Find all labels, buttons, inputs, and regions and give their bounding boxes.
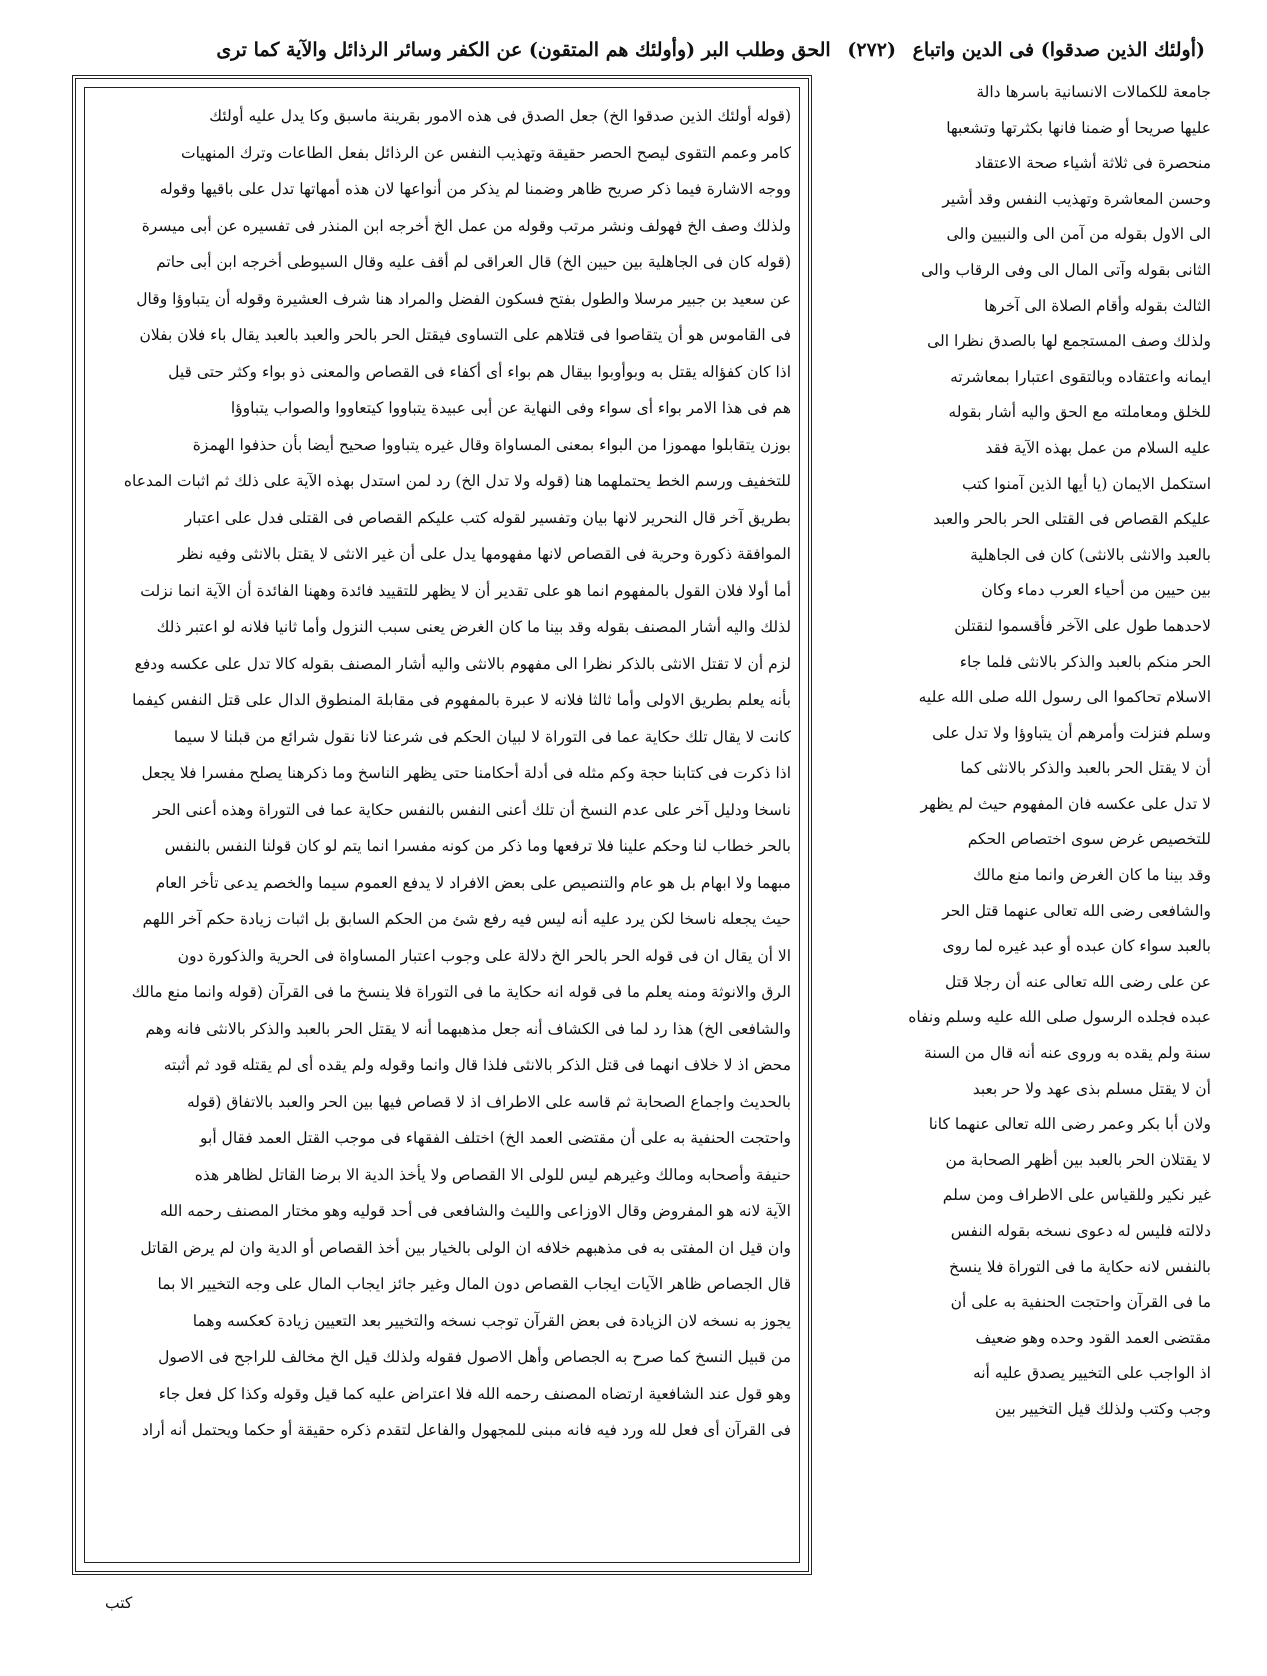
- commentary-line: [93, 1485, 791, 1522]
- commentary-line: الرق والانوثة ومنه يعلم ما فى قوله انه حكاية ما فى التوراة فلا ينسخ ما فى القرآن (قوله وانما منع مالك: [131, 983, 791, 1001]
- commentary-line: [93, 1449, 791, 1486]
- commentary-line: لذلك واليه أشار المصنف بقوله وقد بينا ما كان الغرض يعنى سبب النزول وأما ثانيا فلانه لو اعتبر ذلك: [156, 618, 791, 636]
- commentary-line: فى القاموس هو أن يتقاصوا فى قتلاهم على التساوى فيقتل الحر بالحر والعبد بالعبد يقال باء فلان بفلان: [139, 326, 791, 344]
- main-text-line: بالعبد والانثى بالانثى) كان فى الجاهلية: [970, 545, 1211, 564]
- main-text-line: وجب وكتب ولذلك قيل التخيير بين: [994, 1399, 1211, 1418]
- catchword: كتب: [105, 1594, 133, 1612]
- main-text-line: ما فى القرآن واحتجت الحنفية به على أن: [950, 1293, 1211, 1312]
- commentary-line: هم فى هذا الامر بواء أى سواء وفى النهاية عن أبى عبيدة يتباووا كيتعاووا والصواب يتباوؤا: [230, 399, 791, 417]
- commentary-text: [93, 98, 791, 1558]
- commentary-line: اذا ذكرت فى كتابنا حجة وكم مثله فى أدلة أحكامنا حتى يظهر الناسخ وما ذكرهنا يصلح مفسرا فلا يجعل: [141, 764, 791, 782]
- commentary-line: الموافقة ذكورة وحرية فى القصاص لانها مفهومها يدل على أن غير الانثى لا يقتل بالانثى وفيه نظر: [177, 545, 791, 563]
- page-footer: [95, 1583, 1210, 1623]
- commentary-line: مبهما ولا ابهام بل هو عام والتنصيص على بعض الافراد لا يدفع العموم سيما والخصم يدعى تأخر العام: [155, 873, 791, 892]
- main-text-line: عليكم القصاص فى القتلى الحر بالحر والعبد: [933, 510, 1211, 529]
- commentary-line: قال الجصاص ظاهر الآيات ايجاب القصاص دون المال وغير جائز ايجاب المال على وجه التخيير الا بما: [157, 1275, 791, 1293]
- main-text-line: الحر منكم بالعبد والذكر بالانثى فلما جاء: [959, 652, 1211, 671]
- main-text-line: عليه السلام من عمل بهذه الآية فقد: [985, 438, 1211, 457]
- main-text-line: عن على رضى الله تعالى عنه أن رجلا قتل: [944, 972, 1211, 991]
- commentary-line: فى القرآن أى فعل لله ورد فيه فانه مبنى للمجهول والفاعل لتقدم ذكره حقيقة أو حكما ويحتمل أنه أراد: [141, 1421, 791, 1439]
- commentary-inner-border: [84, 87, 800, 1563]
- commentary-line: بالحر خطاب لنا وحكم علينا فلا ترفعها وما ذكر من كونه مفسرا انما يتم لو كان قولنا النفس بالنفس: [164, 837, 791, 855]
- running-title: الحق وطلب البر (وأولئك هم المتقون) عن الكفر وسائر الرذائل والآية كما ترى: [216, 39, 831, 61]
- commentary-line: وهو قول عند الشافعية ارتضاه المصنف رحمه الله فلا اعتراض عليه كما قيل وقوله وكذا كل فعل جاء: [158, 1384, 791, 1403]
- main-text-line: ايمانه واعتقاده وبالتقوى اعتبارا بمعاشرته: [950, 367, 1211, 386]
- main-text-line: بين حيين من أحياء العرب دماء وكان: [981, 581, 1211, 600]
- commentary-line: الا أن يقال ان فى قوله الحر بالحر الخ دلالة على وجوب اعتبار المساواة فى الحرية والذكورة دون: [177, 946, 791, 965]
- commentary-line: لزم أن لا تقتل الانثى بالذكر نظرا الى مفهوم بالانثى واليه أشار المصنف بقوله كالا تدل على عكسه ودفع: [134, 654, 791, 673]
- commentary-line: الآية لانه هو المفروض وقال الاوزاعى والليث والشافعى فى أحد قوليه وهو مختار المصنف رحمه الله: [159, 1202, 791, 1220]
- main-text-line: بالنفس لانه حكاية ما فى التوراة فلا ينسخ: [949, 1257, 1211, 1276]
- page-number: (٢٧٢): [847, 39, 896, 61]
- main-text-line: لا تدل على عكسه فان المفهوم حيث لم يظهر: [920, 794, 1211, 813]
- main-text-line: ولذلك وصف المستجمع لها بالصدق نظرا الى: [927, 332, 1211, 351]
- main-text-line: لاحدهما طول على الآخر فأقسموا لنقتلن: [954, 616, 1211, 635]
- main-text-line: اذ الواجب على التخيير يصدق عليه أنه: [972, 1364, 1211, 1383]
- main-text-line: غير نكير وللقياس على الاطراف ومن سلم: [942, 1186, 1211, 1205]
- main-text-line: وسلم فنزلت وأمرهم أن يتباوؤا ولا تدل على: [932, 723, 1211, 742]
- main-text-line: منحصرة فى ثلاثة أشياء صحة الاعتقاد: [974, 154, 1211, 173]
- main-text-line: أن لا يقتل مسلم بذى عهد ولا حر بعبد: [972, 1079, 1211, 1098]
- commentary-frame: [72, 75, 812, 1575]
- main-text-line: الى الاول بقوله من آمن الى والنبيين والى: [946, 225, 1211, 244]
- main-text-line: ولان أبا بكر وعمر رضى الله تعالى عنهما كانا: [928, 1115, 1211, 1134]
- commentary-line: اذا كان كفؤاله يقتل به وبوأوبوا بيقال هم بواء أى أكفاء فى القصاص والمعنى ذو بواء وكثر حتى قيل: [168, 362, 791, 381]
- side-heading: (أولئك الذين صدقوا) فى الدين واتباع: [912, 39, 1205, 61]
- commentary-line: بطريق آخر قال النحرير لانها بيان وتفسير لقوله كتب عليكم القصاص فى القتلى فدل على اعتبار: [184, 508, 791, 527]
- commentary-line: (قوله كان فى الجاهلية بين حيين الخ) قال العراقى لم أقف عليه وقال السيوطى أخرجه ابن أبى حاتم: [156, 253, 791, 271]
- main-text-line: وقد بينا ما كان الغرض وانما منع مالك: [972, 866, 1211, 885]
- commentary-line: [93, 1522, 791, 1559]
- commentary-line: محض اذ لا خلاف انهما فى قتل الذكر بالانثى فلذا قال وانما وقوله ولم يقده أى لم يقتله قود ثم أثبته: [163, 1056, 791, 1074]
- commentary-line: ولذلك وصف الخ فهولف ونشر مرتب وقوله من عمل الخ أخرجه ابن المنذر فى تفسيره عن أبى ميسرة: [141, 216, 791, 235]
- main-text-line: مقتضى العمد القود وحده وهو ضعيف: [975, 1328, 1211, 1347]
- commentary-line: كامر وعمم التقوى ليصح الحصر حقيقة وتهذيب النفس عن الرذائل بفعل الطاعات وترك المنهيات: [181, 143, 791, 162]
- main-text-line: والشافعى رضى الله تعالى عنهما قتل الحر: [942, 901, 1211, 920]
- main-text-line: استكمل الايمان (يا أيها الذين آمنوا كتب: [961, 474, 1211, 493]
- main-text-line: وحسن المعاشرة وتهذيب النفس وقد أشير: [942, 189, 1211, 208]
- main-text-line: عبده فجلده الرسول صلى الله عليه وسلم ونفاه: [908, 1008, 1211, 1027]
- main-text-line: للتخصيص غرض سوى اختصاص الحكم: [967, 830, 1211, 849]
- main-text-line: سنة ولم يقده به وروى عنه أنه قال من السنة: [924, 1044, 1211, 1063]
- commentary-line: ووجه الاشارة فيما ذكر صريح ظاهر وضمنا لم يذكر من أنواعها لان هذه أمهاتها تدل على باقيها وقوله: [159, 180, 791, 198]
- commentary-line: (قوله أولئك الذين صدقوا الخ) جعل الصدق فى هذه الامور بقرينة ماسبق وكا يدل عليه أولئك: [209, 107, 791, 125]
- main-text-line: لا يقتلان الحر بالعبد بين أظهر الصحابة من: [945, 1150, 1211, 1169]
- main-text-line: دلالته فليس له دعوى نسخه بقوله النفس: [950, 1222, 1211, 1240]
- commentary-line: ناسخا ودليل آخر على عدم النسخ أن تلك أعنى النفس بالنفس حكاية عما فى التوراة وهذه أعنى الحر: [152, 800, 791, 819]
- commentary-line: أما أولا فلان القول بالمفهوم انما هو على تقدير أن لا يظهر للتقييد فائدة وههنا الفائدة أن الآية انما نزلت: [140, 581, 791, 600]
- commentary-line: بأنه يعلم بطريق الاولى وأما ثالثا فلانه لا عبرة بالمفهوم فى مقابلة المنطوق الدال على قتل النفس كيفما: [132, 691, 791, 709]
- commentary-line: وان قيل ان المفتى به فى مذهبهم خلافه ان الولى بالخيار بين أخذ القصاص أو الدية وان لم يرض القاتل: [140, 1238, 791, 1257]
- commentary-line: بوزن يتقابلوا مهموزا من البواء بمعنى المساواة وقال غيره يتباووا صحيح أيضا بأن حذفوا الهمزة: [192, 435, 791, 454]
- main-text-column: [828, 35, 1211, 1428]
- commentary-line: يجوز به نسخه لان الزيادة فى بعض القرآن توجب نسخه والتخيير بعد التعيين زيادة كعكسه وهما: [192, 1311, 791, 1330]
- commentary-line: حيث يجعله ناسخا لكن يرد عليه أنه ليس فيه رفع شئ من الحكم السابق بل اثبات زيادة حكم آخر اللهم: [142, 910, 791, 928]
- main-text-line: عليها صريحا أو ضمنا فانها بكثرتها وتشعبها: [946, 118, 1211, 137]
- main-text-line: الثانى بقوله وآتى المال الى وفى الرقاب والى: [921, 260, 1211, 279]
- commentary-line: والشافعى الخ) هذا رد لما فى الكشاف أنه جعل مذهبهما أنه لا يقتل الحر بالعبد والذكر بالانثى فانه وهم: [145, 1019, 791, 1038]
- main-text-line: بالعبد سواء كان عبده أو عبد غيره لما روى: [942, 937, 1211, 956]
- main-text-line: الاسلام تحاكموا الى رسول الله صلى الله عليه: [918, 688, 1211, 707]
- main-text-line: للخلق ومعاملته مع الحق واليه أشار بقوله: [948, 403, 1211, 422]
- commentary-line: كانت لا يقال تلك حكاية عما فى التوراة لا لبيان الحكم فى شرعنا لانا نقول شرائع من قبلنا لا سيما: [173, 727, 791, 746]
- main-text-line: جامعة للكمالات الانسانية باسرها دالة: [976, 83, 1211, 101]
- main-text-line: أن لا يقتل الحر بالعبد والذكر بالانثى كما: [960, 759, 1211, 778]
- commentary-line: بالحديث واجماع الصحابة ثم قاسه على الاطراف اذ لا قصاص فيها بين الحر والعبد بالاتفاق (قوله: [186, 1092, 791, 1111]
- commentary-line: واحتجت الحنفية به على أن مقتضى العمد الخ) اختلف الفقهاء فى موجب القتل العمد فقال أبو: [200, 1129, 791, 1147]
- commentary-line: عن سعيد بن جبير مرسلا والطول بفتح فسكون الفضل والمراد هنا شرف العشيرة وقوله أن يتباوؤا وقال: [136, 289, 791, 308]
- commentary-line: حنيفة وأصحابه ومالك وغيرهم ليس للولى الا القصاص ولا يأخذ الدية الا برضا القاتل لظاهر هذه: [194, 1165, 791, 1184]
- commentary-line: من قبيل النسخ كما صرح به الجصاص وأهل الاصول فقوله ولذلك قيل الخ مخالف للراجح فى الاصول: [158, 1348, 791, 1366]
- commentary-line: للتخفيف ورسم الخط يحتملهما هنا (قوله ولا تدل الخ) رد لمن استدل بهذه الآية على ذلك ثم اثبات المدعاه: [123, 472, 791, 490]
- main-text-line: الثالث بقوله وأقام الصلاة الى آخرها: [984, 296, 1211, 315]
